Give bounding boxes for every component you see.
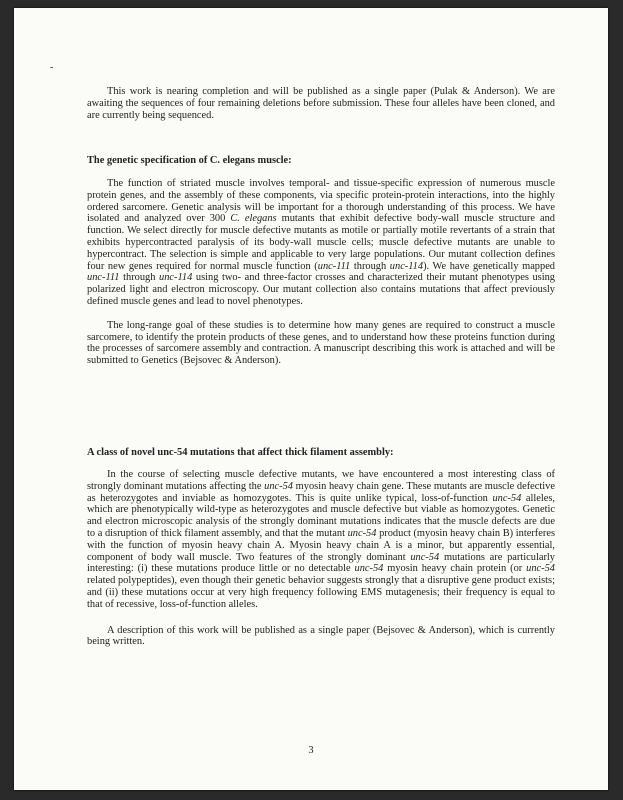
intro-paragraph: This work is nearing completion and will be published as a single paper (Pulak & Anderson). We are awaiting the sequences of four remaining deletions before submission. These four alleles have been cloned, and are currently being sequenced.	[87, 86, 555, 121]
gene-italic: unc-54	[347, 527, 377, 539]
gene-italic: unc-114	[159, 272, 193, 284]
section-paragraph	[87, 178, 555, 308]
gene-italic: unc-114	[389, 260, 424, 272]
text-run: alleles, which are phenotypically wild-type as heterozygotes and muscle defective but viable as homozygotes. Genetic and electron microscopic analysis of the strongly dominant mutations indicates that the muscle defects are due to a disruption of thick filament assembly, and that the mutant	[87, 492, 555, 539]
text-run: mutations are particularly interesting: (i) these mutations produce little or no detectable	[87, 551, 555, 575]
gene-italic: unc-54	[492, 492, 522, 504]
gene-italic: unc-54	[354, 563, 384, 575]
margin-mark: -	[50, 62, 54, 73]
species-italic: C. elegans	[230, 213, 277, 225]
section-unc54-body	[87, 469, 555, 648]
text-run: In the course of selecting muscle defective mutants, we have encountered a most interesting class of strongly dominant mutations affecting the	[87, 469, 555, 492]
document-page	[14, 8, 608, 790]
section-muscle-genetics-body	[87, 178, 555, 367]
intro-block	[87, 86, 555, 121]
text-run: related polypeptides), even though their genetic behavior suggests strongly that a disruptive gene product exists; and (ii) these mutations occur at very high frequency following EMS mutagenesis; their frequency is equal to that of recessive, loss-of-function alleles.	[87, 575, 555, 610]
text-run: through	[350, 260, 390, 272]
section-paragraph: A description of this work will be published as a single paper (Bejsovec & Anderson), which is currently being written.	[87, 624, 555, 648]
section-heading: A class of novel unc-54 mutations that affect thick filament assembly:	[87, 447, 394, 458]
text-run: mutants that exhibit defective body-wall muscle structure and function. We select directly for muscle defective mutants as motile or partially motile revertants of a strain that exhibits hypercontracted paralysis of its body-wall muscle cells; muscle defective mutants are unable to hypercontract. The selection is simple and applicable to very large populations. Our mutant collection defines four new genes required for normal muscle function (	[87, 213, 555, 272]
text-run: myosin heavy chain protein (or	[383, 563, 527, 575]
gene-italic: unc-111	[317, 260, 351, 272]
gene-italic: unc-54	[410, 551, 440, 563]
gene-italic: unc-54	[264, 480, 293, 492]
text-run: ). We have genetically mapped	[423, 260, 556, 272]
section-heading: The genetic specification of C. elegans muscle:	[87, 155, 292, 166]
page-number: 3	[308, 745, 314, 756]
text-run: through	[119, 272, 160, 284]
section-muscle-genetics	[87, 155, 555, 167]
text-run: myosin heavy chain gene. These mutants are muscle defective as heterozygotes and inviable as homozygotes. This is quite unlike typical, loss-of-function	[87, 480, 555, 504]
section-paragraph	[87, 469, 555, 611]
gene-italic: unc-54	[526, 563, 555, 575]
text-run: The function of striated muscle involves temporal- and tissue-specific expression of numerous muscle protein genes, and the assembly of these components, via specific protein-protein interactions, into the highly ordered sarcomere. Genetic analysis will be important for a thorough understanding of this process. We have isolated and analyzed over 300	[87, 178, 555, 225]
section-paragraph: The long-range goal of these studies is to determine how many genes are required to construct a muscle sarcomere, to identify the protein products of these genes, and to understand how these proteins function during the processes of sarcomere assembly and contraction. A manuscript describing this work is attached and will be submitted to Genetics (Bejsovec & Anderson).	[87, 319, 555, 367]
gene-italic: unc-111	[87, 272, 120, 284]
text-run: using two- and three-factor crosses and characterized their mutant phenotypes using polarized light and electron microscopy. Our mutant collection also contains mutations that affect previously defined muscle genes and lead to novel phenotypes.	[87, 272, 555, 307]
text-run: product (myosin heavy chain B) interferes with the function of myosin heavy chain A. Myosin heavy chain A is a minor, but apparently essential, component of body wall muscle. Two features of the strongly dominant	[87, 527, 555, 563]
section-unc54	[87, 447, 555, 459]
